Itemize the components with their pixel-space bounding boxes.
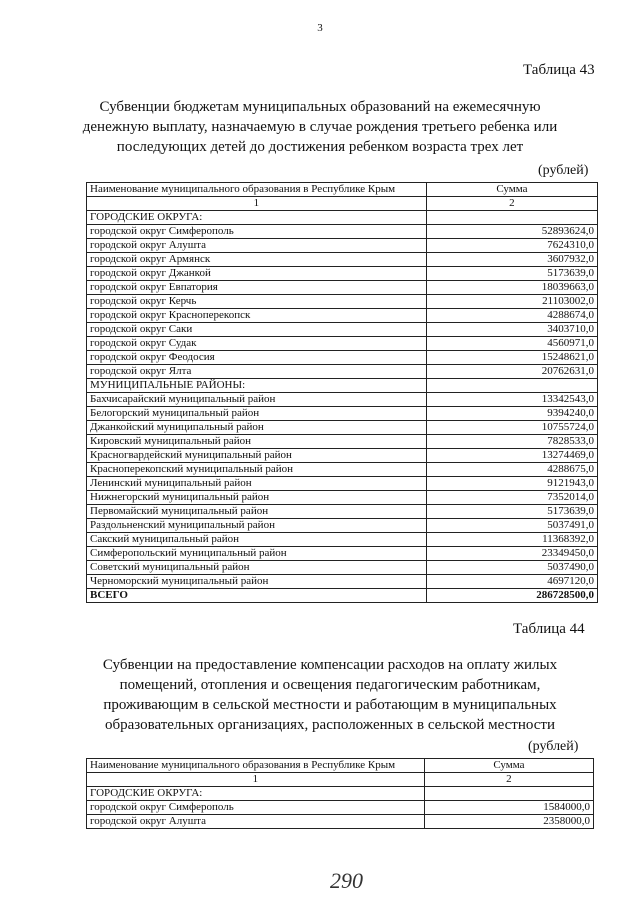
table-row: [87, 435, 598, 449]
header-row: [87, 183, 598, 197]
row-value: 20762631,0: [426, 365, 597, 379]
row-value: 4288674,0: [426, 309, 597, 323]
table-row: [87, 815, 594, 829]
title-line: Субвенции на предоставление компенсации расходов на оплату жилых: [102, 657, 558, 673]
table-43-title: [60, 97, 580, 157]
row-value: 9394240,0: [426, 407, 597, 421]
row-name: городской округ Симферополь: [87, 225, 427, 239]
row-value: [424, 787, 593, 801]
row-name: городской округ Симферополь: [87, 801, 425, 815]
title-line: образовательных организациях, расположенных в сельской местности: [104, 717, 556, 733]
title-line: помещений, отопления и освещения педагогическим работникам,: [119, 677, 541, 693]
row-value: 23349450,0: [426, 547, 597, 561]
table-43: [86, 182, 598, 603]
table-43-label: Таблица 43: [523, 62, 595, 78]
row-name: городской округ Саки: [87, 323, 427, 337]
total-row: [87, 589, 598, 603]
table-row: [87, 421, 598, 435]
table-row: [87, 393, 598, 407]
table-row: [87, 295, 598, 309]
table-row: [87, 267, 598, 281]
row-value: 10755724,0: [426, 421, 597, 435]
row-value: [426, 379, 597, 393]
row-name: ГОРОДСКИЕ ОКРУГА:: [87, 211, 427, 225]
row-value: [426, 211, 597, 225]
row-name: Кировский муниципальный район: [87, 435, 427, 449]
row-name: городской округ Красноперекопск: [87, 309, 427, 323]
row-name: Белогорский муниципальный район: [87, 407, 427, 421]
handwritten-page-mark: 290: [330, 868, 363, 893]
row-value: 7352014,0: [426, 491, 597, 505]
title-line: денежную выплату, назначаемую в случае рождения третьего ребенка или: [82, 119, 558, 135]
table-row: [87, 365, 598, 379]
table-row: [87, 407, 598, 421]
table-row: [87, 253, 598, 267]
row-value: 2358000,0: [424, 815, 593, 829]
table-row: [87, 491, 598, 505]
table-row: [87, 787, 594, 801]
row-value: 13274469,0: [426, 449, 597, 463]
row-name: городской округ Алушта: [87, 239, 427, 253]
header-name: Наименование муниципального образования в Республике Крым: [87, 183, 427, 197]
table-row: [87, 463, 598, 477]
table-row: [87, 561, 598, 575]
row-name: МУНИЦИПАЛЬНЫЕ РАЙОНЫ:: [87, 379, 427, 393]
table-row: [87, 533, 598, 547]
row-value: 5037490,0: [426, 561, 597, 575]
table-44: [86, 758, 594, 829]
table-row: [87, 547, 598, 561]
colnum-sum: 2: [424, 773, 593, 787]
header-sum: Сумма: [426, 183, 597, 197]
row-name: Черноморский муниципальный район: [87, 575, 427, 589]
row-name: городской округ Ялта: [87, 365, 427, 379]
row-name: Красногвардейский муниципальный район: [87, 449, 427, 463]
table-44-title: [70, 655, 590, 735]
total-value: 286728500,0: [426, 589, 597, 603]
row-name: городской округ Феодосия: [87, 351, 427, 365]
row-value: 5037491,0: [426, 519, 597, 533]
table-row: [87, 239, 598, 253]
row-name: Советский муниципальный район: [87, 561, 427, 575]
row-value: 4560971,0: [426, 337, 597, 351]
table-row: [87, 351, 598, 365]
table-row: [87, 309, 598, 323]
row-value: 4288675,0: [426, 463, 597, 477]
table-row: [87, 323, 598, 337]
row-name: городской округ Джанкой: [87, 267, 427, 281]
title-line: последующих детей до достижения ребенком возраста трех лет: [116, 139, 524, 155]
row-name: Нижнегорский муниципальный район: [87, 491, 427, 505]
row-name: Первомайский муниципальный район: [87, 505, 427, 519]
table-row: [87, 379, 598, 393]
row-value: 1584000,0: [424, 801, 593, 815]
row-name: городской округ Армянск: [87, 253, 427, 267]
row-value: 15248621,0: [426, 351, 597, 365]
title-line: проживающим в сельской местности и работающим в муниципальных: [103, 697, 557, 713]
total-label: ВСЕГО: [87, 589, 427, 603]
table-row: [87, 505, 598, 519]
row-value: 52893624,0: [426, 225, 597, 239]
colnum-row: [87, 197, 598, 211]
row-value: 7624310,0: [426, 239, 597, 253]
row-name: Раздольненский муниципальный район: [87, 519, 427, 533]
header-sum: Сумма: [424, 759, 593, 773]
header-row: [87, 759, 594, 773]
colnum-sum: 2: [426, 197, 597, 211]
table-row: [87, 477, 598, 491]
row-name: городской округ Алушта: [87, 815, 425, 829]
colnum-name: 1: [87, 197, 427, 211]
table-row: [87, 449, 598, 463]
row-value: 18039663,0: [426, 281, 597, 295]
table-row: [87, 281, 598, 295]
table-row: [87, 519, 598, 533]
row-name: Симферопольский муниципальный район: [87, 547, 427, 561]
row-name: городской округ Судак: [87, 337, 427, 351]
row-name: ГОРОДСКИЕ ОКРУГА:: [87, 787, 425, 801]
title-line: Субвенции бюджетам муниципальных образований на ежемесячную: [99, 99, 541, 115]
table-44-label: Таблица 44: [513, 621, 585, 637]
row-value: 21103002,0: [426, 295, 597, 309]
table-row: [87, 801, 594, 815]
row-value: 7828533,0: [426, 435, 597, 449]
table-row: [87, 575, 598, 589]
table-44-unit: (рублей): [528, 739, 579, 754]
row-name: Джанкойский муниципальный район: [87, 421, 427, 435]
row-name: городской округ Евпатория: [87, 281, 427, 295]
table-row: [87, 211, 598, 225]
colnum-name: 1: [87, 773, 425, 787]
table-row: [87, 225, 598, 239]
header-name: Наименование муниципального образования в Республике Крым: [87, 759, 425, 773]
row-name: Сакский муниципальный район: [87, 533, 427, 547]
table-row: [87, 337, 598, 351]
table-43-unit: (рублей): [538, 163, 589, 178]
page-number: 3: [317, 22, 323, 34]
row-value: 5173639,0: [426, 267, 597, 281]
row-name: Красноперекопский муниципальный район: [87, 463, 427, 477]
row-value: 13342543,0: [426, 393, 597, 407]
row-name: Бахчисарайский муниципальный район: [87, 393, 427, 407]
row-value: 5173639,0: [426, 505, 597, 519]
row-value: 9121943,0: [426, 477, 597, 491]
colnum-row: [87, 773, 594, 787]
row-value: 4697120,0: [426, 575, 597, 589]
row-value: 3607932,0: [426, 253, 597, 267]
row-value: 11368392,0: [426, 533, 597, 547]
row-name: городской округ Керчь: [87, 295, 427, 309]
row-name: Ленинский муниципальный район: [87, 477, 427, 491]
row-value: 3403710,0: [426, 323, 597, 337]
